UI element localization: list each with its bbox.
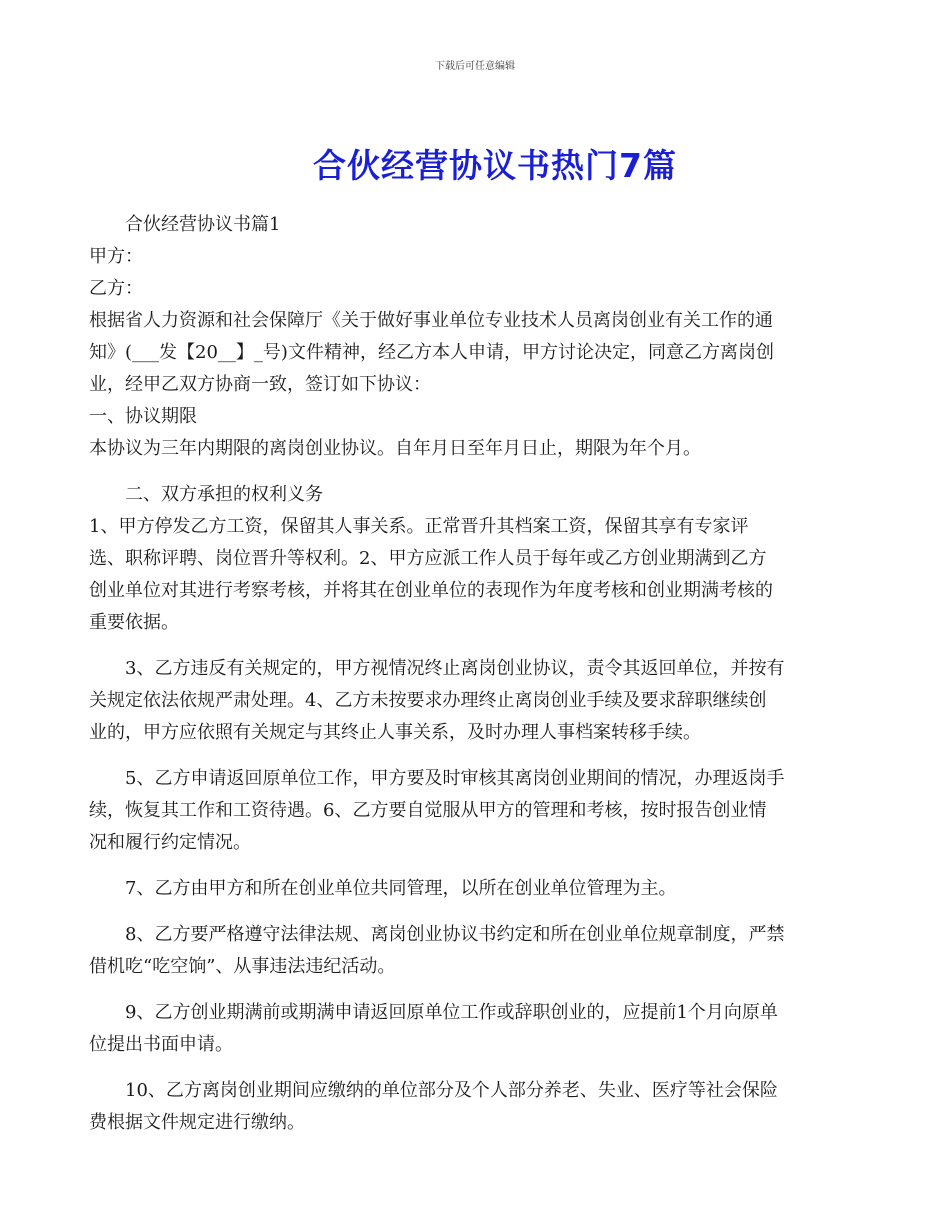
text-line: 7、乙方由甲方和所在创业单位共同管理，以所在创业单位管理为主。 xyxy=(125,878,677,899)
text-line: 创业单位对其进行考察考核，并将其在创业单位的表现作为年度考核和创业期满考核的 xyxy=(89,580,773,601)
intro-paragraph xyxy=(89,305,865,401)
text-line: 关规定依法依规严肃处理。4、乙方未按要求办理终止离岗创业手续及要求辞职继续创 xyxy=(89,690,767,711)
paragraph-item-9 xyxy=(89,997,865,1061)
text-line: 业的，甲方应依照有关规定与其终止人事关系，及时办理人事档案转移手续。 xyxy=(89,722,701,743)
paragraph-items-5-6 xyxy=(89,763,865,859)
paragraph-item-7 xyxy=(89,873,865,905)
document-title: 合伙经营协议书热门7篇 xyxy=(313,146,677,185)
text-line: 10、乙方离岗创业期间应缴纳的单位部分及个人部分养老、失业、医疗等社会保险 xyxy=(125,1080,778,1101)
text-line: 5、乙方申请返回原单位工作，甲方要及时审核其离岗创业期间的情况，办理返岗手 xyxy=(125,768,785,789)
text-line: 9、乙方创业期满前或期满申请返回原单位工作或辞职创业的，应提前1个月向原单 xyxy=(125,1002,778,1023)
party-b-label: 乙方： xyxy=(89,278,143,299)
paragraph-items-3-4 xyxy=(89,653,865,749)
text-line: 选、职称评聘、岗位晋升等权利。2、甲方应派工作人员于每年或乙方创业期满到乙方 xyxy=(89,548,767,569)
term-heading: 一、协议期限 xyxy=(89,406,197,427)
text-line: 费根据文件规定进行缴纳。 xyxy=(89,1112,305,1133)
text-line: 借机吃“吃空饷”、从事违法违纪活动。 xyxy=(89,956,396,977)
text-line: 重要依据。 xyxy=(89,612,179,633)
text-line: 况和履行约定情况。 xyxy=(89,832,251,853)
text-line: 根据省人力资源和社会保障厅《关于做好事业单位专业技术人员离岗创业有关工作的通 xyxy=(89,310,773,331)
text-line: 知》(___发【20__】_号)文件精神，经乙方本人申请，甲方讨论决定，同意乙方离岗创 xyxy=(89,342,774,363)
rights-heading: 二、双方承担的权利义务 xyxy=(125,484,323,505)
term-text: 本协议为三年内期限的离岗创业协议。自年月日至年月日止，期限为年个月。 xyxy=(89,438,701,459)
paragraph-item-8 xyxy=(89,919,865,983)
text-line: 1、甲方停发乙方工资，保留其人事关系。正常晋升其档案工资，保留其享有专家评 xyxy=(89,516,749,537)
paragraph-items-1-2 xyxy=(89,511,865,639)
party-a-label: 甲方： xyxy=(89,246,143,267)
text-line: 8、乙方要严格遵守法律法规、离岗创业协议书约定和所在创业单位规章制度，严禁 xyxy=(125,924,785,945)
text-line: 3、乙方违反有关规定的，甲方视情况终止离岗创业协议，责令其返回单位，并按有 xyxy=(125,658,785,679)
text-line: 业，经甲乙双方协商一致，签订如下协议： xyxy=(89,374,431,395)
text-line: 续，恢复其工作和工资待遇。6、乙方要自觉服从甲方的管理和考核，按时报告创业情 xyxy=(89,800,767,821)
text-line: 位提出书面申请。 xyxy=(89,1034,233,1055)
header-note: 下载后可任意编辑 xyxy=(435,61,515,72)
paragraph-item-10 xyxy=(89,1075,865,1139)
section-heading: 合伙经营协议书篇1 xyxy=(125,214,281,235)
document-body xyxy=(89,209,865,1139)
